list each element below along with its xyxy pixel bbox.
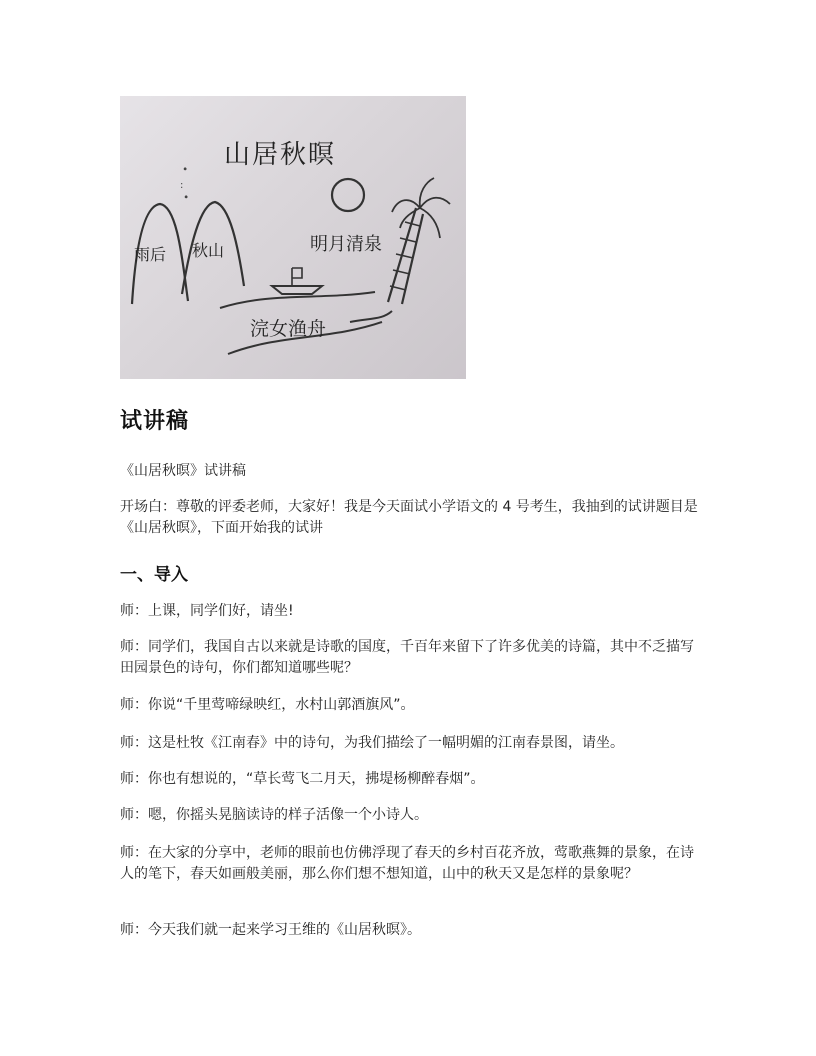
sketch-label-rain: 雨后 — [134, 245, 167, 264]
sketch-label-moon-spring: 明月清泉 — [310, 234, 382, 255]
paragraph-8: 师：今天我们就一起来学习王维的《山居秋暝》。 — [120, 922, 421, 938]
paragraph-7: 师：在大家的分享中，老师的眼前也仿佛浮现了春天的乡村百花齐放，莺歌燕舞的景象，在诗人的笔下，春天如画般美丽，那么你们想不想知道，山中的秋天又是怎样的景象呢？ — [120, 845, 694, 882]
paragraph-4: 师：这是杜牧《江南春》中的诗句，为我们描绘了一幅明媚的江南春景图，请坐。 — [120, 735, 624, 751]
sketch-label-autumn-mountain: 秋山 — [192, 241, 225, 260]
section-heading: 一、导入 — [120, 565, 188, 585]
sketch-label-washerwomen-boat: 浣女渔舟 — [250, 318, 327, 340]
svg-text::: : — [180, 180, 184, 191]
paragraph-6: 师：嗯，你摇头晃脑读诗的样子活像一个小诗人。 — [120, 807, 428, 823]
paragraph-3: 师：你说“千里莺啼绿映红，水村山郭酒旗风”。 — [120, 697, 415, 713]
svg-text:∙: ∙ — [182, 164, 189, 175]
page-title: 试讲稿 — [120, 409, 190, 434]
opening-paragraph: 开场白：尊敬的评委老师，大家好！我是今天面试小学语文的 4 号考生，我抽到的试讲题目是《山居秋暝》，下面开始我的试讲 — [120, 499, 698, 536]
sun-drawing — [332, 179, 364, 211]
svg-text:∙: ∙ — [183, 192, 190, 203]
paragraph-1: 师：上课，同学们好，请坐! — [120, 603, 294, 619]
sketch-caption: 山居秋暝 — [224, 140, 337, 170]
sketch-photo — [120, 96, 466, 379]
boat-drawing — [272, 286, 322, 294]
subtitle: 《山居秋暝》试讲稿 — [120, 463, 246, 479]
paragraph-5: 师：你也有想说的，“草长莺飞二月天，拂堤杨柳醉春烟”。 — [120, 771, 485, 787]
paragraph-2: 师：同学们，我国自古以来就是诗歌的国度，千百年来留下了许多优美的诗篇，其中不乏描写田园景色的诗句，你们都知道哪些呢？ — [120, 639, 694, 676]
